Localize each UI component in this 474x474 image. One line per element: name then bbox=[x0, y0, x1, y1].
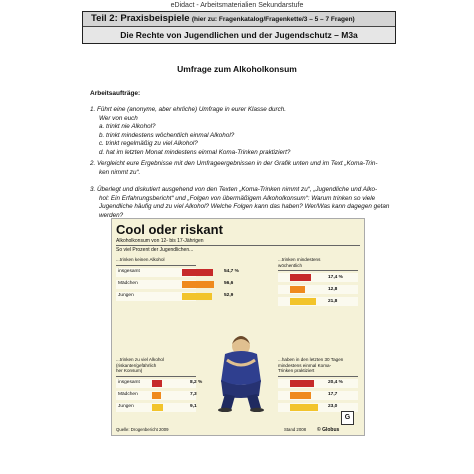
bar-0-1 bbox=[182, 281, 214, 288]
title-row-teil bbox=[83, 12, 395, 27]
group-heading-line: mindestens einmal Koma- bbox=[278, 362, 332, 368]
bar-1-0 bbox=[290, 274, 311, 281]
group-heading-1 bbox=[278, 257, 360, 268]
bar-value: 21,8 bbox=[328, 298, 338, 304]
chart-stand: Stand 2008 bbox=[284, 427, 306, 432]
group-heading-line: wöchentlich bbox=[278, 262, 303, 268]
group-heading-line: (riskanter/gefährlich bbox=[116, 362, 157, 368]
bar-value: 56,6 bbox=[224, 281, 234, 287]
globus-logo-text: © Globus bbox=[317, 427, 340, 433]
chart-subtitle: Alkoholkonsum von 12- bis 17-Jährigen bbox=[116, 238, 204, 244]
row-label: Jungen bbox=[118, 293, 134, 299]
chart-divider bbox=[116, 245, 360, 246]
row-label: insgesamt bbox=[118, 269, 140, 275]
row-label: Mädchen bbox=[118, 392, 138, 398]
row-label: Mädchen bbox=[118, 281, 138, 287]
task-3-line3: Jugendliche häufig und zu viel Alkohol? Welche Folgen kann das haben? Wer/Was kann dagegen getan bbox=[99, 203, 390, 210]
group-divider-2 bbox=[116, 376, 196, 377]
bar-value: 20,4 % bbox=[328, 380, 343, 386]
task-3-line4: werden? bbox=[99, 211, 124, 219]
group-heading-line: ...trinken mindestens bbox=[278, 257, 321, 262]
bar-3-2 bbox=[290, 404, 318, 411]
group-heading-2 bbox=[116, 357, 198, 374]
task-3 bbox=[90, 186, 390, 220]
bar-value: 9,1 bbox=[190, 404, 197, 410]
task-1-b: b. trinkt mindestens wöchentlich einmal Alkohol? bbox=[99, 131, 235, 139]
task-1-a: a. trinkt nie Alkohol? bbox=[99, 123, 156, 130]
globus-logo-icon: G bbox=[341, 411, 354, 425]
teil-title: Teil 2: Praxisbeispiele bbox=[91, 13, 190, 24]
sitting-teen-illustration bbox=[215, 332, 267, 412]
assignments-heading: Arbeitsaufträge: bbox=[90, 90, 141, 97]
title-box bbox=[82, 11, 396, 44]
header-top-line: eDidact - Arbeitsmaterialien Sekundarstufe bbox=[170, 2, 304, 9]
task-1-line2: Wer von euch bbox=[99, 114, 138, 122]
bar-value: 54,7 % bbox=[224, 269, 239, 275]
group-heading-3 bbox=[278, 357, 360, 374]
task-1-d: d. hat im letzten Monat mindestens einmal Koma-Trinken praktiziert? bbox=[99, 148, 291, 156]
group-heading-0 bbox=[116, 257, 198, 263]
section-subtitle: Die Rechte von Jugendlichen und der Jugendschutz – M3a bbox=[83, 27, 395, 43]
bar-2-1 bbox=[152, 392, 161, 399]
bar-value: 17,7 bbox=[328, 392, 338, 398]
teil-detail: (hier zu: Fragenkatalog/Fragenkette/3 – 5 – 7 Fragen) bbox=[191, 16, 355, 23]
bar-value: 52,9 bbox=[224, 293, 234, 299]
bar-3-1 bbox=[290, 392, 311, 399]
chart-cool-oder-riskant bbox=[111, 218, 365, 436]
chart-source: Quelle: Drogenbericht 2009 bbox=[116, 427, 169, 432]
row-label: insgesamt bbox=[118, 380, 140, 386]
group-divider-1 bbox=[278, 270, 358, 271]
bar-1-2 bbox=[290, 298, 316, 305]
bar-value: 8,2 % bbox=[190, 380, 203, 386]
group-divider-3 bbox=[278, 376, 358, 377]
bar-0-2 bbox=[182, 293, 212, 300]
bar-value: 23,0 bbox=[328, 404, 338, 410]
group-heading-line: ...haben in den letzten 30 Tagen bbox=[278, 357, 344, 362]
page-title: Umfrage zum Alkoholkonsum bbox=[177, 64, 297, 74]
bar-value: 17,4 % bbox=[328, 274, 343, 280]
bar-value: 7,3 bbox=[190, 392, 197, 398]
task-1 bbox=[90, 106, 390, 157]
task-2-line2: ken nimmt zu“. bbox=[99, 168, 141, 176]
bar-2-0 bbox=[152, 380, 162, 387]
group-heading-line: her Konsum) bbox=[116, 368, 143, 374]
task-1-intro: 1. Führt eine (anonyme, aber ehrliche) Umfrage in eurer Klasse durch. bbox=[90, 106, 286, 113]
bar-value: 12,8 bbox=[328, 286, 338, 292]
task-2 bbox=[90, 160, 390, 177]
group-heading-line: Trinken praktiziert bbox=[278, 368, 315, 374]
group-heading-line: ...trinken zu viel Alkohol bbox=[116, 357, 165, 362]
group-heading-line: ...trinken keinen Alkohol bbox=[116, 257, 165, 262]
task-3-line1: 3. Überlegt und diskutiert ausgehend von den Texten „Koma-Trinken nimmt zu“, „Jugendliche und Alko- bbox=[90, 186, 378, 193]
bar-0-0 bbox=[182, 269, 213, 276]
task-1-c: c. trinkt regelmäßig zu viel Alkohol? bbox=[99, 140, 198, 147]
bar-2-2 bbox=[152, 404, 163, 411]
task-3-line2: hol: Ein Erfahrungsbericht“ und „Folgen von übermäßigem Alkoholkonsum“: Warum trinken so viele bbox=[99, 194, 376, 202]
task-2-line1: 2. Vergleicht eure Ergebnisse mit den Umfrageergebnissen in der Grafik unten und im Text „Koma-Trin- bbox=[90, 160, 378, 167]
bar-1-1 bbox=[290, 286, 305, 293]
row-label: Jungen bbox=[118, 404, 134, 410]
chart-intro: So viel Prozent der Jugendlichen... bbox=[116, 247, 194, 253]
group-divider-0 bbox=[116, 265, 196, 266]
bar-3-0 bbox=[290, 380, 314, 387]
chart-title: Cool oder riskant bbox=[116, 222, 223, 237]
